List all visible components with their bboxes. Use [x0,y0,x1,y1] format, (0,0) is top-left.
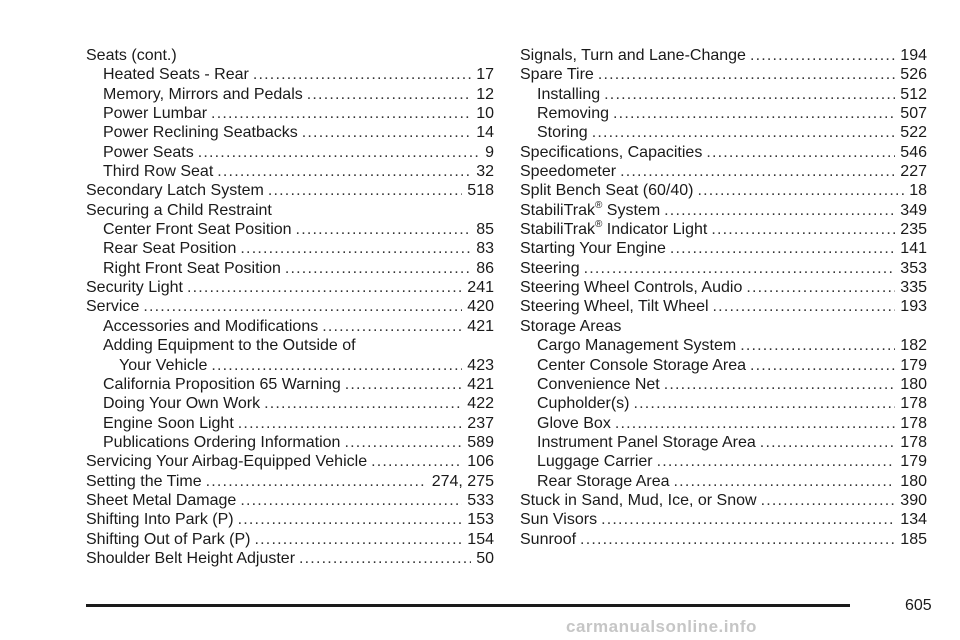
index-entry [520,181,927,200]
leader-dots [664,201,895,220]
index-entry [520,375,927,394]
index-column-left [86,46,494,568]
leader-dots [211,104,471,123]
entry-page: 421 [467,317,494,335]
entry-label: Memory, Mirrors and Pedals [103,85,303,103]
index-entry [520,259,927,278]
index-entry [520,123,927,142]
entry-label: Setting the Time [86,472,202,490]
leader-dots [187,278,462,297]
entry-label: Center Front Seat Position [103,221,292,239]
leader-dots [750,356,895,375]
leader-dots [143,297,462,316]
entry-page: 32 [476,163,494,181]
entry-label: Right Front Seat Position [103,259,281,277]
entry-label: Power Lumbar [103,105,208,123]
leader-dots [307,85,471,104]
leader-dots [674,472,896,491]
leader-dots [706,143,895,162]
entry-label: Publications Ordering Information [103,433,341,451]
entry-page: 507 [900,105,927,123]
entry-label: Steering [520,259,580,277]
entry-label: Storing [537,124,588,142]
index-entry [520,530,927,549]
leader-dots [285,259,471,278]
index-entry [86,530,494,549]
entry-page: 154 [467,530,494,548]
entry-page: 546 [900,143,927,161]
entry-label: Split Bench Seat (60/40) [520,182,694,200]
index-entry [520,433,927,452]
entry-label: Servicing Your Airbag-Equipped Vehicle [86,453,368,471]
entry-label: Steering Wheel, Tilt Wheel [520,298,709,316]
index-entry [86,181,494,200]
index-entry [86,278,494,297]
leader-dots [198,143,480,162]
index-entry [520,297,927,316]
entry-page: 178 [900,414,927,432]
entry-label: Luggage Carrier [537,453,653,471]
registered-mark: ® [594,199,603,211]
index-entry [86,85,494,104]
leader-dots [345,375,463,394]
entry-label: Removing [537,105,610,123]
index-entry [520,162,927,181]
entry-page: 83 [476,240,494,258]
entry-label: Starting Your Engine [520,240,666,258]
index-column-right [520,46,927,549]
leader-dots [615,414,895,433]
entry-page: 18 [909,182,927,200]
index-entry [520,491,927,510]
entry-page: 182 [900,337,927,355]
entry-page: 86 [476,259,494,277]
leader-dots [746,278,895,297]
entry-label: Installing [537,85,601,103]
registered-mark: ® [594,219,603,231]
entry-label: Sun Visors [520,511,598,529]
entry-page: 353 [900,259,927,277]
leader-dots [657,452,896,471]
entry-label: Securing a Child Restraint [86,201,272,219]
entry-page: 335 [900,279,927,297]
entry-label: Specifications, Capacities [520,143,703,161]
index-entry [86,317,494,336]
index-entry [520,336,927,355]
leader-dots [598,65,895,84]
entry-page: 194 [900,47,927,64]
entry-page: 50 [476,549,494,567]
leader-dots [255,530,463,549]
index-entry [86,162,494,181]
leader-dots [740,336,895,355]
index-entry [520,220,927,239]
index-entry [86,472,494,491]
index-entry [86,297,494,316]
entry-label: Cargo Management System [537,337,737,355]
leader-dots [344,433,462,452]
entry-page: 274, 275 [431,472,494,490]
leader-dots [633,394,895,413]
entry-label: Spare Tire [520,66,594,84]
leader-dots [584,259,896,278]
entry-page: 422 [467,395,494,413]
entry-label: California Proposition 65 Warning [103,375,341,393]
entry-page: 134 [900,511,927,529]
index-entry [520,452,927,471]
entry-label: StabiliTrak® Indicator Light [520,219,708,239]
entry-label: Glove Box [537,414,611,432]
entry-label: Sheet Metal Damage [86,491,237,509]
entry-page: 179 [900,453,927,471]
index-entry [520,143,927,162]
entry-page: 12 [476,85,494,103]
leader-dots [750,46,895,65]
leader-dots [760,433,896,452]
leader-dots [664,375,896,394]
entry-label: Stuck in Sand, Mud, Ice, or Snow [520,491,757,509]
entry-label: Doing Your Own Work [103,395,261,413]
leader-dots [613,104,895,123]
entry-label: Shifting Into Park (P) [86,511,234,529]
leader-dots [604,85,895,104]
footer-rule [86,604,850,607]
index-entry [520,201,927,220]
index-entry [86,375,494,394]
index-entry [86,46,494,65]
leader-dots [371,452,462,471]
entry-label: Signals, Turn and Lane-Change [520,47,746,64]
leader-dots [238,414,463,433]
entry-label: Sunroof [520,530,577,548]
entry-label: Cupholder(s) [537,395,630,413]
index-entry [520,104,927,123]
leader-dots [761,491,896,510]
index-entry [520,414,927,433]
entry-page: 421 [467,375,494,393]
entry-label: Adding Equipment to the Outside of [103,337,356,355]
leader-dots [211,356,462,375]
leader-dots [592,123,896,142]
leader-dots [264,394,462,413]
index-entry [86,220,494,239]
entry-label: Security Light [86,279,183,297]
entry-page: 512 [900,85,927,103]
entry-page: 178 [900,395,927,413]
leader-dots [296,220,472,239]
leader-dots [620,162,895,181]
entry-label: Instrument Panel Storage Area [537,433,756,451]
entry-page: 589 [467,433,494,451]
leader-dots [713,297,896,316]
index-entry [520,472,927,491]
entry-page: 522 [900,124,927,142]
index-entry [86,201,494,220]
leader-dots [302,123,471,142]
entry-page: 10 [476,105,494,123]
entry-page: 179 [900,356,927,374]
entry-page: 237 [467,414,494,432]
index-entry [520,510,927,529]
entry-label: Heated Seats - Rear [103,66,249,84]
index-entry [86,65,494,84]
entry-label: Your Vehicle [119,356,208,374]
entry-label: Rear Storage Area [537,472,670,490]
leader-dots [299,549,471,568]
entry-label: Third Row Seat [103,163,214,181]
entry-label: Convenience Net [537,375,660,393]
entry-label: Storage Areas [520,317,622,335]
index-entry [86,510,494,529]
index-entry [520,65,927,84]
leader-dots [580,530,895,549]
entry-label: Shifting Out of Park (P) [86,530,251,548]
index-entry [86,433,494,452]
entry-page: 185 [900,530,927,548]
leader-dots [217,162,471,181]
index-entry [520,278,927,297]
index-entry [520,394,927,413]
entry-page: 17 [476,66,494,84]
leader-dots [240,491,462,510]
leader-dots [322,317,462,336]
leader-dots [697,181,904,200]
entry-label: StabiliTrak® System [520,199,661,219]
index-entry [86,394,494,413]
index-entry [86,491,494,510]
entry-page: 235 [900,221,927,239]
entry-label: Steering Wheel Controls, Audio [520,279,743,297]
entry-label: Engine Soon Light [103,414,234,432]
index-entry [520,317,927,336]
index-entry [86,356,494,375]
entry-page: 106 [467,453,494,471]
entry-page: 518 [467,182,494,200]
index-entry [520,46,927,65]
entry-label: Shoulder Belt Height Adjuster [86,549,296,567]
entry-label: Secondary Latch System [86,182,264,200]
entry-page: 9 [485,143,494,161]
entry-page: 153 [467,511,494,529]
entry-label: Power Reclining Seatbacks [103,124,298,142]
entry-label: Service [86,298,140,316]
entry-page: 141 [900,240,927,258]
entry-page: 178 [900,433,927,451]
watermark: carmanualsonline.info [566,617,757,636]
leader-dots [206,472,427,491]
entry-page: 241 [467,279,494,297]
page-number: 605 [905,597,932,614]
entry-page: 180 [900,472,927,490]
index-entry [86,104,494,123]
entry-page: 193 [900,298,927,316]
entry-page: 423 [467,356,494,374]
entry-label: Rear Seat Position [103,240,237,258]
index-entry [86,452,494,471]
entry-page: 227 [900,163,927,181]
index-entry [86,414,494,433]
leader-dots [240,239,471,258]
entry-label: Seats (cont.) [86,47,177,64]
entry-page: 180 [900,375,927,393]
index-entry [86,239,494,258]
entry-page: 349 [900,201,927,219]
leader-dots [253,65,471,84]
entry-label: Power Seats [103,143,194,161]
index-entry [86,259,494,278]
index-entry [520,85,927,104]
entry-label: Speedometer [520,163,617,181]
index-entry [520,239,927,258]
entry-label: Center Console Storage Area [537,356,747,374]
leader-dots [268,181,462,200]
entry-page: 526 [900,66,927,84]
index-entry [86,336,494,355]
entry-page: 533 [467,491,494,509]
entry-page: 420 [467,298,494,316]
leader-dots [670,239,895,258]
index-entry [86,549,494,568]
entry-page: 85 [476,221,494,239]
leader-dots [711,220,895,239]
index-entry [86,123,494,142]
leader-dots [601,510,895,529]
index-entry [86,143,494,162]
index-entry [520,356,927,375]
entry-page: 14 [476,124,494,142]
entry-page: 390 [900,491,927,509]
entry-label: Accessories and Modifications [103,317,319,335]
leader-dots [238,510,463,529]
